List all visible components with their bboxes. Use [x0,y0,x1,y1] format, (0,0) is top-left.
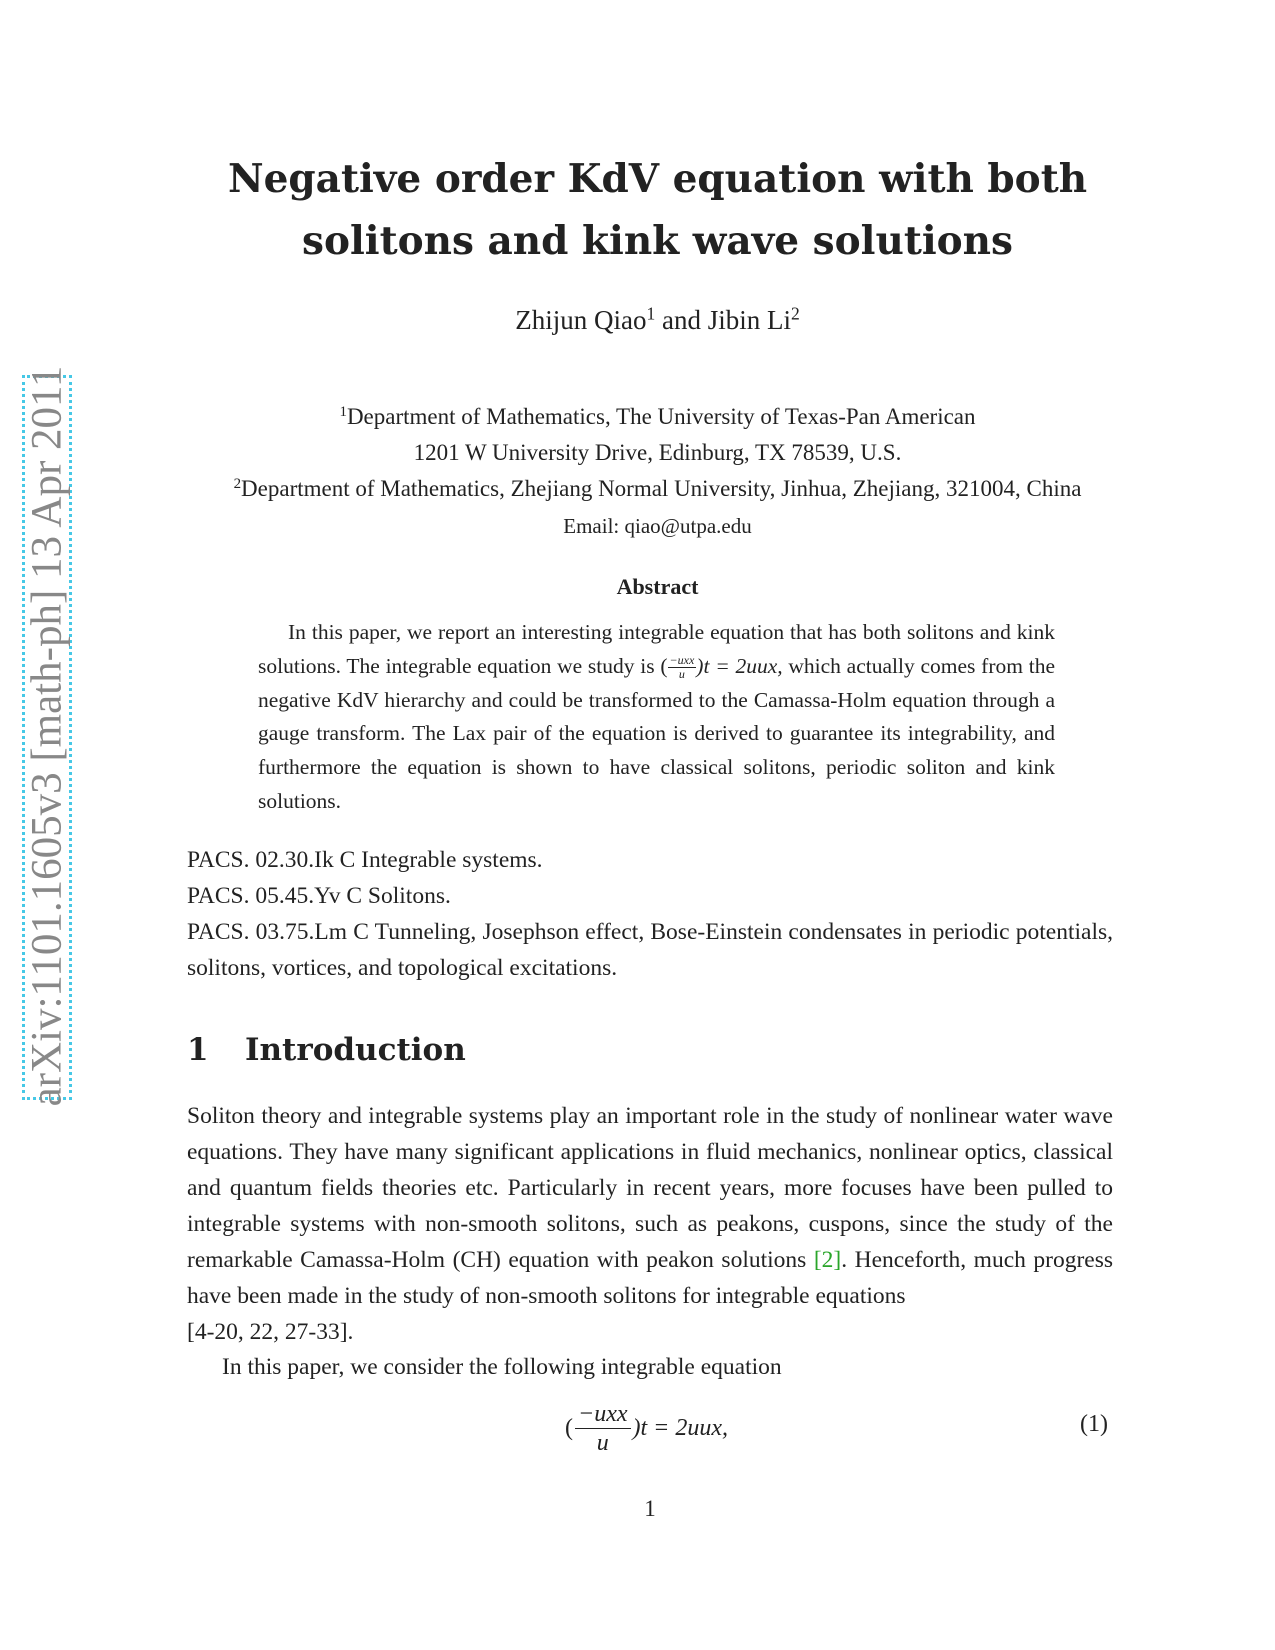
author-1-mark: 1 [646,303,656,324]
abstract-text-2: which actually comes from the negative KdV hierarchy and could be transformed to the Camassa-Holm equation through a gauge transform. The Lax pair of the equation is derived to guarantee its integrability, and furthermore the equation is shown to have classical solitons, periodic soliton and kink solutions. [258,653,1055,813]
affiliation-1 [190,404,1125,430]
equation-fraction [575,1400,631,1457]
abstract-inline-denominator: u [678,667,685,682]
intro-paragraph-1 [187,1098,1113,1350]
abstract-inline-fraction [668,654,697,681]
pacs-list [187,842,1113,986]
pacs-item: PACS. 02.30.Ik C Integrable systems. [187,847,543,873]
abstract-text-1: In this paper, we report an interesting integrable equation that has both solitons and kink solutions. The integrable equation we study is [258,620,1055,678]
page-number: 1 [644,1496,656,1521]
author-1: Zhijun Qiao [515,305,647,335]
abstract-inline-equation: )t = 2uux, [696,653,783,678]
section-heading [187,1032,466,1068]
affiliation-1-line1: Department of Mathematics, The University of Texas-Pan American [346,404,976,429]
affiliation-2 [190,476,1125,502]
intro-paragraph-2: In this paper, we consider the following integrable equation [222,1354,782,1380]
arxiv-stamp-text: arXiv:1101.1605v3 [math-ph] 13 Apr 2011 [23,365,71,1107]
abstract-inline-numerator: −uxx [669,653,695,668]
equation-denominator: u [596,1430,609,1456]
pacs-item: PACS. 05.45.Yv C Solitons. [187,883,451,909]
citation-link[interactable]: [2] [813,1247,842,1273]
intro-text-1: Soliton theory and integrable systems play an important role in the study of nonlinear water wave equations. They have many significant applications in fluid mechanics, nonlinear optics, classical and quantum fields theories etc. Particularly in recent years, more focuses have been pulled to integrable systems with non-smooth solitons, such as peakons, cuspons, since the study of the remarkable Camassa-Holm (CH) equation with peakon solutions [187,1103,1113,1273]
intro-text-2: . Henceforth, much progress have been made in the study of non-smooth solitons for integrable equations [187,1247,1113,1309]
equation-number: (1) [1080,1411,1108,1437]
affiliation-2-mark: 2 [233,475,242,492]
intro-text-3: [4-20, 22, 27-33]. [187,1319,354,1345]
author-2-mark: 2 [790,303,800,324]
equation-1 [565,1400,728,1457]
section-number: 1 [187,1032,209,1068]
author-2: Jibin Li [707,305,791,335]
author-conjunction: and [661,305,701,335]
author-email: Email: qiao@utpa.edu [563,514,752,538]
section-title: Introduction [245,1032,466,1068]
author-line [190,305,1125,336]
affiliation-1-mark: 1 [339,403,347,420]
abstract-body: In this paper, we report an interesting integrable equation that has both solitons and kink solutions. The integrable equation we study is ( $\frac{\text{−uxx}}{u}$ )t = 2uux, which actually comes from the negative KdV hierarchy and could be transformed to the Camassa-Holm equation through a gauge transform. The Lax pair of the equation is derived to guarantee its integrability, and furthermore the equation is shown to have classical solitons, periodic soliton and kink solutions. [258,620,1055,813]
abstract-heading: Abstract [616,574,699,599]
equation-numerator: −uxx [575,1400,631,1429]
equation-open-paren: ( [565,1415,573,1441]
equation-rhs: )t = 2uux, [632,1415,729,1441]
affiliation-1-address: 1201 W University Drive, Edinburg, TX 78539, U.S. [413,440,902,465]
pacs-item: PACS. 03.75.Lm C Tunneling, Josephson effect, Bose-Einstein condensates in periodic potentials, solitons, vortices, and topological excitations. [187,919,1113,981]
paper-title: Negative order KdV equation with both solitons and kink wave solutions [227,156,1088,264]
affiliation-2-line1: Department of Mathematics, Zhejiang Normal University, Jinhua, Zhejiang, 321004, China [241,476,1082,501]
